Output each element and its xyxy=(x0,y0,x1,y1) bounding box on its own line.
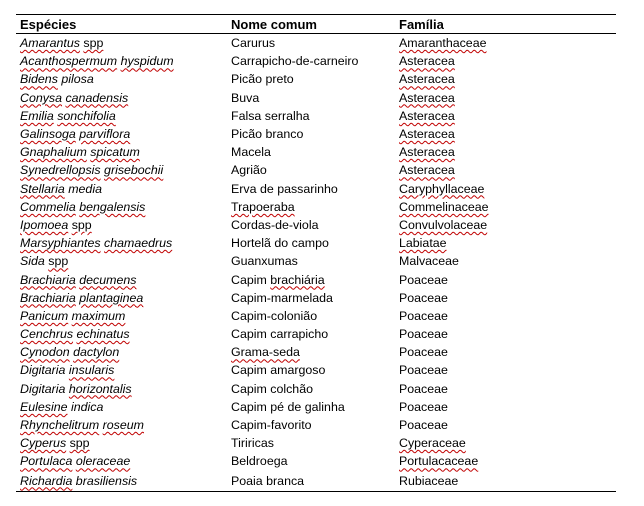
table-row xyxy=(16,452,616,470)
family-text: Asteracea xyxy=(399,127,455,142)
common-name-word: Carrapicho-de-carneiro xyxy=(231,54,359,69)
species-word: sonchifolia xyxy=(57,108,116,123)
species-word: Cenchrus xyxy=(20,327,74,342)
table-row xyxy=(16,161,616,179)
common-name-word: brachiária xyxy=(270,272,325,287)
common-name-cell xyxy=(227,216,395,234)
family-cell xyxy=(395,216,616,234)
family-text: Poaceae xyxy=(399,399,448,414)
species-word: decumens xyxy=(79,272,137,287)
common-name-word: branca xyxy=(266,473,305,488)
species-cell xyxy=(16,343,227,361)
species-cell xyxy=(16,234,227,252)
family-cell xyxy=(395,89,616,107)
species-word: Stellaria xyxy=(20,181,65,196)
header-row xyxy=(16,15,616,34)
common-name-cell xyxy=(227,307,395,325)
species-word: Cynodon xyxy=(20,345,70,360)
common-name-word: de xyxy=(287,399,302,414)
species-word: indica xyxy=(70,399,104,414)
species-cell xyxy=(16,216,227,234)
family-text: Asteracea xyxy=(399,145,455,160)
common-name-word: Beldroega xyxy=(231,454,288,469)
common-name-word: Picão xyxy=(231,72,262,87)
species-cell xyxy=(16,52,227,70)
family-text: Poaceae xyxy=(399,308,448,323)
common-name-word: Capim xyxy=(231,272,267,287)
species-word: Conysa xyxy=(20,90,63,105)
species-word: oleraceae xyxy=(75,454,131,469)
table-row xyxy=(16,325,616,343)
family-text: Poaceae xyxy=(399,290,448,305)
common-name-word: Capim-colonião xyxy=(231,308,318,323)
common-name-cell xyxy=(227,289,395,307)
common-name-cell xyxy=(227,452,395,470)
common-name-word: colchão xyxy=(270,381,313,396)
common-name-cell xyxy=(227,125,395,143)
common-name-cell xyxy=(227,343,395,361)
family-text: Poaceae xyxy=(399,363,448,378)
family-cell xyxy=(395,180,616,198)
family-cell xyxy=(395,380,616,398)
common-name-cell xyxy=(227,52,395,70)
species-word: Acanthospermum xyxy=(20,54,118,69)
family-text: Rubiaceae xyxy=(399,473,459,488)
family-text: Poaceae xyxy=(399,272,448,287)
species-cell xyxy=(16,252,227,270)
common-name-word: Capim xyxy=(231,381,267,396)
family-text: Commelinaceae xyxy=(399,199,489,214)
species-word: Rhynchelitrum xyxy=(20,418,100,433)
species-word: Cyperus xyxy=(20,436,67,451)
table-row xyxy=(16,107,616,125)
table-row xyxy=(16,70,616,88)
common-name-word: branco xyxy=(265,127,304,142)
species-word: grisebochii xyxy=(104,163,164,178)
species-word: spp xyxy=(83,36,104,51)
header-species: Espécies xyxy=(20,16,77,32)
family-text: Asteracea xyxy=(399,163,455,178)
family-cell xyxy=(395,361,616,379)
common-name-cell xyxy=(227,361,395,379)
species-cell xyxy=(16,416,227,434)
common-name-word: preto xyxy=(265,72,294,87)
species-cell xyxy=(16,198,227,216)
family-text: Asteracea xyxy=(399,72,455,87)
species-word: Portulaca xyxy=(20,454,73,469)
table-row xyxy=(16,125,616,143)
common-name-cell xyxy=(227,89,395,107)
species-word: pilosa xyxy=(61,72,94,87)
family-cell xyxy=(395,70,616,88)
species-cell xyxy=(16,434,227,452)
species-cell xyxy=(16,289,227,307)
common-name-word: do xyxy=(274,236,289,251)
family-text: Asteracea xyxy=(399,108,455,123)
common-name-word: carrapicho xyxy=(270,327,329,342)
family-cell xyxy=(395,270,616,288)
family-cell xyxy=(395,143,616,161)
common-name-word: Tiriricas xyxy=(231,436,274,451)
family-cell xyxy=(395,325,616,343)
species-word: Galinsoga xyxy=(20,127,76,142)
common-name-word: Carurus xyxy=(231,36,276,51)
table-row xyxy=(16,307,616,325)
family-text: Poaceae xyxy=(399,327,448,342)
species-cell xyxy=(16,70,227,88)
species-word: Digitaria xyxy=(20,381,66,396)
species-cell xyxy=(16,143,227,161)
species-word: Gnaphalium xyxy=(20,145,87,160)
species-word: Ipomoea xyxy=(20,217,69,232)
common-name-word: Macela xyxy=(231,145,271,160)
species-table-container xyxy=(16,14,616,492)
family-cell xyxy=(395,252,616,270)
family-cell xyxy=(395,125,616,143)
family-cell xyxy=(395,161,616,179)
species-cell xyxy=(16,270,227,288)
species-word: dactylon xyxy=(73,345,120,360)
family-cell xyxy=(395,198,616,216)
table-row xyxy=(16,252,616,270)
table-row xyxy=(16,180,616,198)
species-word: hyspidum xyxy=(120,54,174,69)
common-name-word: Capim-marmelada xyxy=(231,290,333,305)
family-text: Labiatae xyxy=(399,236,447,251)
common-name-word: Falsa xyxy=(231,108,262,123)
table-row xyxy=(16,143,616,161)
table-row xyxy=(16,52,616,70)
common-name-word: pé xyxy=(270,399,285,414)
family-cell xyxy=(395,234,616,252)
common-name-word: campo xyxy=(291,236,329,251)
species-cell xyxy=(16,107,227,125)
species-cell xyxy=(16,325,227,343)
species-word: maximum xyxy=(71,308,126,323)
species-word: echinatus xyxy=(76,327,130,342)
species-word: canadensis xyxy=(65,90,129,105)
species-cell xyxy=(16,125,227,143)
species-cell xyxy=(16,361,227,379)
family-text: Convulvolaceae xyxy=(399,217,488,232)
species-word: spp xyxy=(48,254,69,269)
species-word: Richardia xyxy=(20,473,73,488)
family-text: Poaceae xyxy=(399,345,448,360)
species-cell xyxy=(16,452,227,470)
common-name-word: Buva xyxy=(231,90,260,105)
common-name-cell xyxy=(227,107,395,125)
common-name-cell xyxy=(227,34,395,53)
family-cell xyxy=(395,289,616,307)
species-word: Marsyphiantes xyxy=(20,236,101,251)
species-table xyxy=(16,14,616,492)
table-row xyxy=(16,398,616,416)
header-family: Família xyxy=(399,16,444,32)
common-name-cell xyxy=(227,198,395,216)
species-cell xyxy=(16,180,227,198)
species-word: brasiliensis xyxy=(75,473,138,488)
common-name-cell xyxy=(227,252,395,270)
table-body xyxy=(16,34,616,492)
family-cell xyxy=(395,452,616,470)
family-cell xyxy=(395,307,616,325)
species-word: horizontalis xyxy=(68,381,132,396)
common-name-cell xyxy=(227,416,395,434)
common-name-word: Grama-seda xyxy=(231,345,300,360)
family-text: Asteracea xyxy=(399,90,455,105)
common-name-word: Guanxumas xyxy=(231,254,298,269)
species-cell xyxy=(16,89,227,107)
species-word: Emilia xyxy=(20,108,54,123)
species-word: media xyxy=(68,181,102,196)
table-row xyxy=(16,361,616,379)
family-cell xyxy=(395,107,616,125)
common-name-word: Capim xyxy=(231,363,267,378)
table-row xyxy=(16,289,616,307)
family-text: Portulacaceae xyxy=(399,454,479,469)
table-row xyxy=(16,89,616,107)
species-word: Sida xyxy=(20,254,45,269)
common-name-word: Capim-favorito xyxy=(231,418,312,433)
common-name-cell xyxy=(227,380,395,398)
table-row xyxy=(16,471,616,492)
species-word: spp xyxy=(71,217,92,232)
family-text: Poaceae xyxy=(399,418,448,433)
species-word: Amarantus xyxy=(20,36,80,51)
species-word: roseum xyxy=(102,418,144,433)
species-word: chamaedrus xyxy=(104,236,173,251)
family-cell xyxy=(395,398,616,416)
family-text: Malvaceae xyxy=(399,254,459,269)
species-word: Digitaria xyxy=(20,363,66,378)
family-cell xyxy=(395,343,616,361)
family-text: Asteracea xyxy=(399,54,455,69)
species-cell xyxy=(16,380,227,398)
species-word: Eulesine xyxy=(20,399,68,414)
common-name-word: Trapoeraba xyxy=(231,199,295,214)
common-name-cell xyxy=(227,398,395,416)
species-word: spicatum xyxy=(90,145,140,160)
species-word: Bidens xyxy=(20,72,58,87)
common-name-word: Agrião xyxy=(231,163,267,178)
table-row xyxy=(16,434,616,452)
common-name-cell xyxy=(227,161,395,179)
common-name-word: Picão xyxy=(231,127,262,142)
common-name-word: Cordas-de-viola xyxy=(231,217,319,232)
common-name-word: Capim xyxy=(231,327,267,342)
family-cell xyxy=(395,471,616,492)
species-word: Synedrellopsis xyxy=(20,163,101,178)
table-row xyxy=(16,198,616,216)
common-name-word: serralha xyxy=(264,108,310,123)
table-row xyxy=(16,34,616,53)
species-word: spp xyxy=(69,436,90,451)
table-row xyxy=(16,416,616,434)
common-name-cell xyxy=(227,180,395,198)
common-name-word: galinha xyxy=(304,399,345,414)
species-cell xyxy=(16,398,227,416)
common-name-cell xyxy=(227,471,395,492)
family-text: Poaceae xyxy=(399,381,448,396)
common-name-cell xyxy=(227,270,395,288)
table-row xyxy=(16,380,616,398)
family-cell xyxy=(395,52,616,70)
table-row xyxy=(16,270,616,288)
common-name-word: amargoso xyxy=(270,363,326,378)
species-cell xyxy=(16,471,227,492)
species-word: bengalensis xyxy=(79,199,146,214)
common-name-word: Capim xyxy=(231,399,267,414)
species-word: parviflora xyxy=(79,127,131,142)
species-cell xyxy=(16,307,227,325)
family-text: Amaranthaceae xyxy=(399,36,487,51)
table-row xyxy=(16,234,616,252)
header-common-name: Nome comum xyxy=(231,16,317,32)
common-name-cell xyxy=(227,234,395,252)
family-cell xyxy=(395,434,616,452)
table-row xyxy=(16,343,616,361)
common-name-cell xyxy=(227,325,395,343)
family-text: Cyperaceae xyxy=(399,436,466,451)
common-name-cell xyxy=(227,434,395,452)
common-name-word: Erva xyxy=(231,181,257,196)
common-name-word: Hortelã xyxy=(231,236,271,251)
table-header xyxy=(16,15,616,34)
family-text: Caryphyllaceae xyxy=(399,181,485,196)
family-cell xyxy=(395,34,616,53)
species-word: Brachiaria xyxy=(20,272,76,287)
species-word: Panicum xyxy=(20,308,69,323)
species-cell xyxy=(16,161,227,179)
species-word: insularis xyxy=(68,363,115,378)
common-name-word: Poaia xyxy=(231,473,263,488)
table-row xyxy=(16,216,616,234)
species-word: Brachiaria xyxy=(20,290,76,305)
family-cell xyxy=(395,416,616,434)
common-name-cell xyxy=(227,143,395,161)
species-word: plantaginea xyxy=(79,290,144,305)
common-name-word: de xyxy=(259,181,274,196)
species-word: Commelia xyxy=(20,199,76,214)
species-cell xyxy=(16,34,227,53)
common-name-word: passarinho xyxy=(277,181,338,196)
common-name-cell xyxy=(227,70,395,88)
